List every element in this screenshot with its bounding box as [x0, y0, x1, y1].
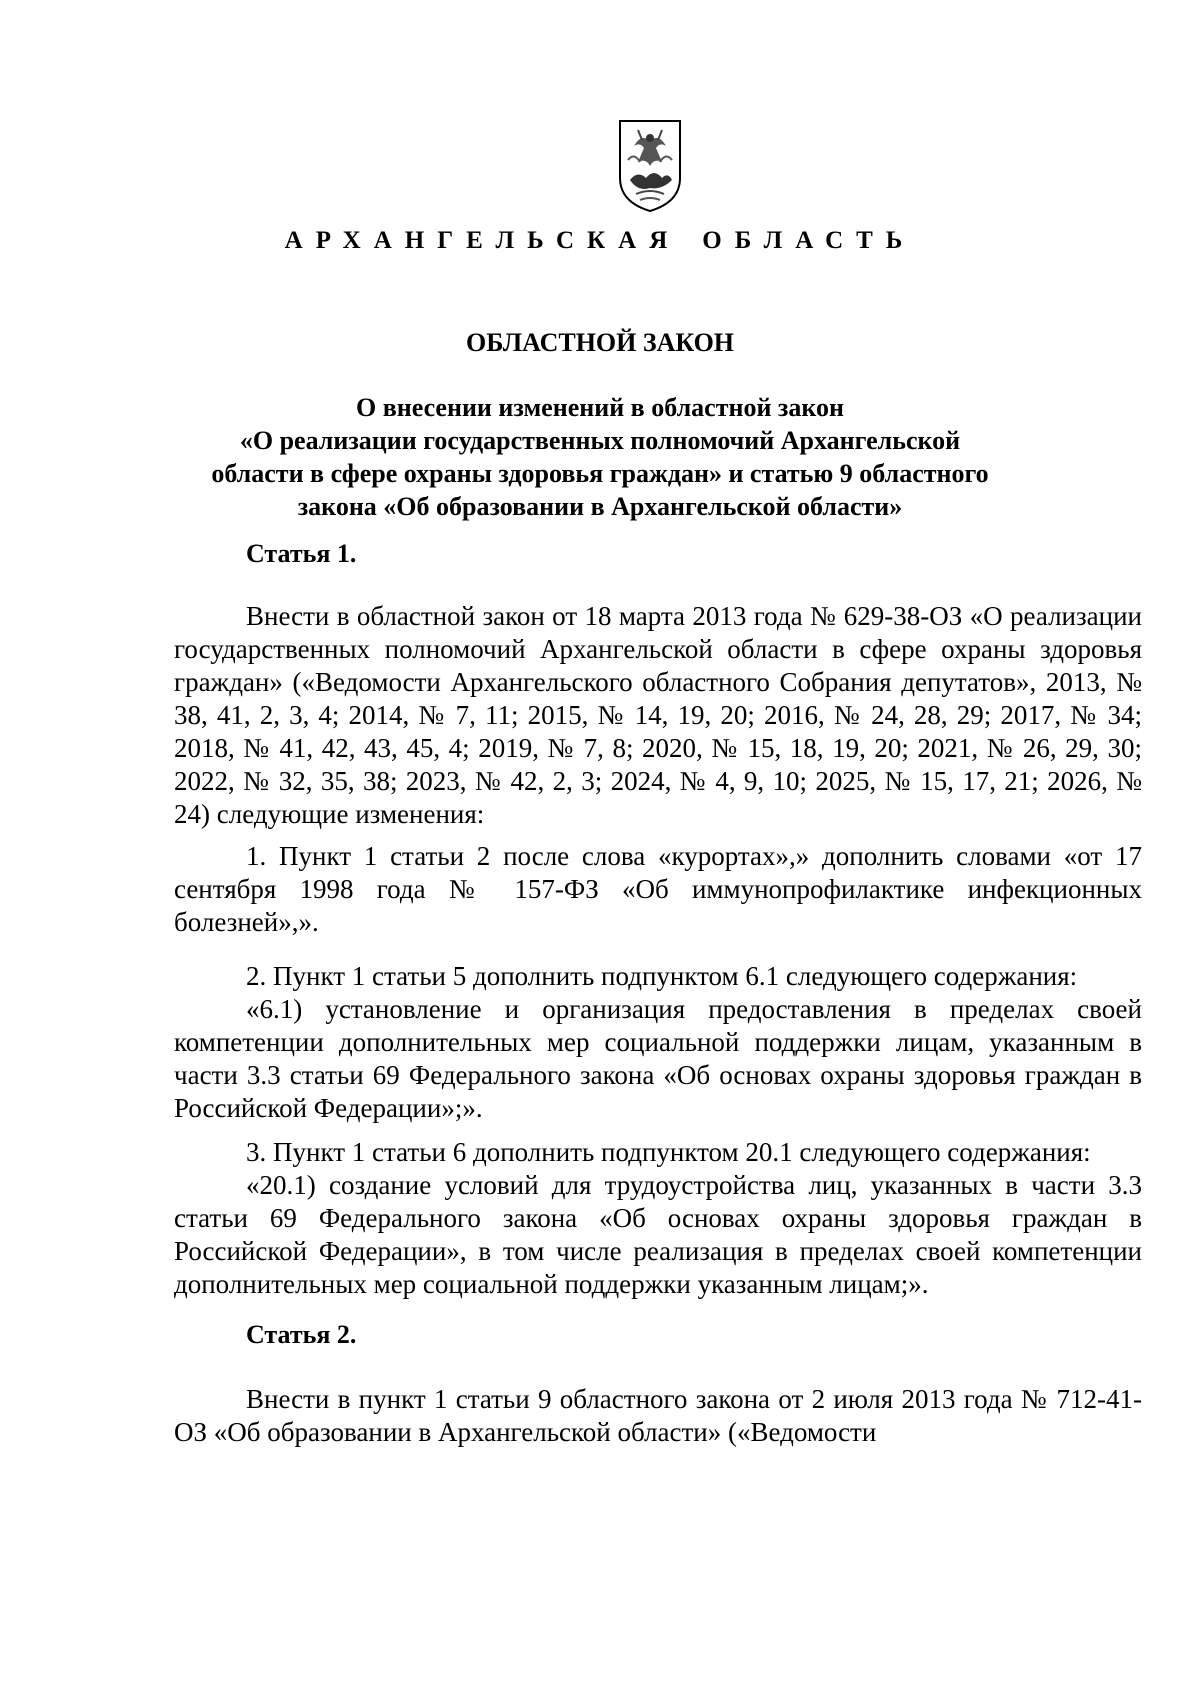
paragraph: 2. Пункт 1 статьи 5 дополнить подпунктом 6.1 следующего содержания:	[246, 961, 1078, 991]
law-title	[0, 391, 1200, 523]
article-heading: Статья 1.	[246, 539, 357, 568]
article-heading: Статья 2.	[246, 1320, 357, 1349]
paragraph: Внести в пункт 1 статьи 9 областного закона от 2 июля 2013 года № 712-41-ОЗ «Об образовании в Архангельской области» («Ведомости	[174, 1384, 1142, 1447]
document-type: ОБЛАСТНОЙ ЗАКОН	[465, 328, 735, 357]
law-title-line: закона «Об образовании в Архангельской области»	[297, 492, 903, 521]
paragraph: «6.1) установление и организация предоставления в пределах своей компетенции дополнительных мер социальной поддержки лицам, указанным в части 3.3 статьи 69 Федерального закона «Об основах охраны здоровья граждан в Российской Федерации»;».	[174, 994, 1142, 1123]
paragraph: «20.1) создание условий для трудоустройства лиц, указанных в части 3.3 статьи 69 Федерального закона «Об основах охраны здоровья граждан в Российской Федерации», в том числе реализация в пределах своей компетенции дополнительных мер социальной поддержки указанным лицам;».	[174, 1170, 1142, 1299]
article-2-intro	[174, 1383, 1142, 1449]
law-title-line: области в сфере охраны здоровья граждан» и статью 9 областного	[211, 459, 989, 488]
region-name	[0, 226, 1200, 256]
region-name-word: АРХАНГЕЛЬСКАЯ	[284, 227, 681, 254]
coat-of-arms-icon	[616, 118, 684, 214]
law-title-line: «О реализации государственных полномочий Архангельской	[239, 426, 961, 455]
paragraph: 1. Пункт 1 статьи 2 после слова «курортах»,» дополнить словами «от 17 сентября 1998 года № 157-ФЗ «Об иммунопрофилактике инфекционных болезней»,».	[174, 841, 1142, 937]
amendment-3	[174, 1136, 1142, 1301]
amendment-2	[174, 960, 1142, 1125]
paragraph: 3. Пункт 1 статьи 6 дополнить подпунктом 20.1 следующего содержания:	[246, 1137, 1091, 1167]
region-name-word: ОБЛАСТЬ	[702, 227, 916, 254]
law-title-line: О внесении изменений в областной закон	[355, 393, 845, 422]
amendment-1	[174, 840, 1142, 939]
paragraph: Внести в областной закон от 18 марта 2013 года № 629-38-ОЗ «О реализации государственных полномочий Архангельской области в сфере охраны здоровья граждан» («Ведомости Архангельского областного Собрания депутатов», 2013, № 38, 41, 2, 3, 4; 2014, № 7, 11; 2015, № 14, 19, 20; 2016, № 24, 28, 29; 2017, № 34; 2018, № 41, 42, 43, 45, 4; 2019, № 7, 8; 2020, № 15, 18, 19, 20; 2021, № 26, 29, 30; 2022, № 32, 35, 38; 2023, № 42, 2, 3; 2024, № 4, 9, 10; 2025, № 15, 17, 21; 2026, № 24) следующие изменения:	[174, 601, 1142, 829]
article-1-intro	[174, 600, 1142, 831]
